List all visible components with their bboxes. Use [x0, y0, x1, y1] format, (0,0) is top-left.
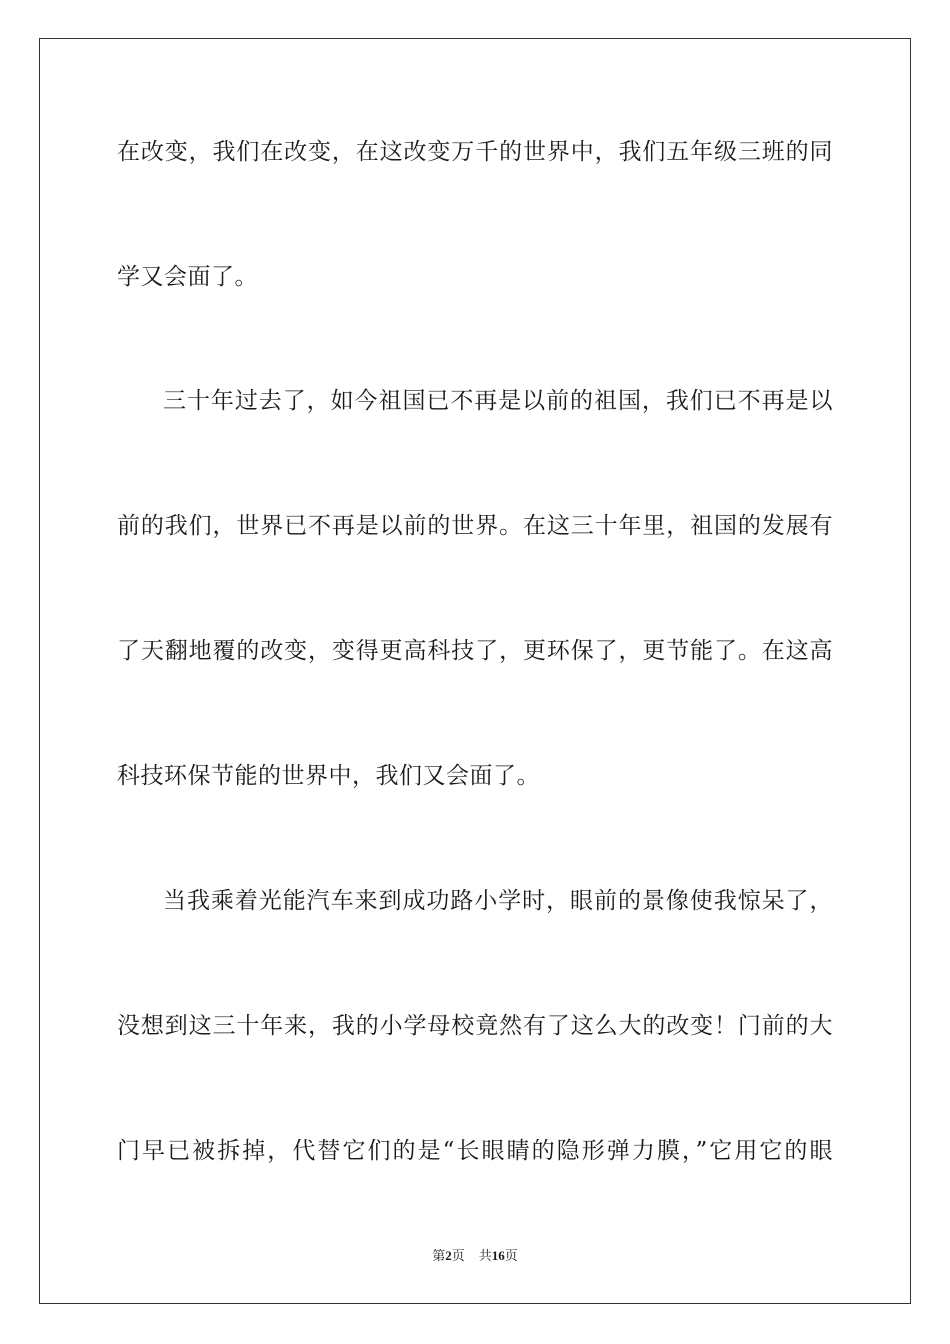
text-line-9: 门早已被拆掉，代替它们的是“长眼睛的隐形弹力膜，”它用它的眼 — [117, 1138, 833, 1164]
page-prefix: 第 — [432, 1248, 446, 1263]
text-line-3: 三十年过去了，如今祖国已不再是以前的祖国，我们已不再是以 — [163, 388, 833, 414]
page-footer — [0, 1247, 950, 1265]
total-prefix: 共 — [478, 1248, 492, 1263]
text-line-6: 科技环保节能的世界中，我们又会面了。 — [117, 763, 540, 789]
page-suffix: 页 — [451, 1248, 465, 1263]
text-line-4: 前的我们，世界已不再是以前的世界。在这三十年里，祖国的发展有 — [117, 513, 833, 539]
text-line-8: 没想到这三十年来，我的小学母校竟然有了这么大的改变！门前的大 — [117, 1013, 833, 1039]
text-line-5: 了天翻地覆的改变，变得更高科技了，更环保了，更节能了。在这高 — [117, 638, 833, 664]
text-line-2: 学又会面了。 — [117, 264, 258, 290]
text-line-1: 在改变，我们在改变，在这改变万千的世界中，我们五年级三班的同 — [117, 139, 833, 165]
page-number: 2 — [445, 1248, 452, 1263]
text-line-7: 当我乘着光能汽车来到成功路小学时，眼前的景像使我惊呆了， — [163, 888, 833, 914]
page-border — [39, 38, 911, 1304]
total-pages: 16 — [491, 1248, 505, 1263]
total-suffix: 页 — [504, 1248, 518, 1263]
